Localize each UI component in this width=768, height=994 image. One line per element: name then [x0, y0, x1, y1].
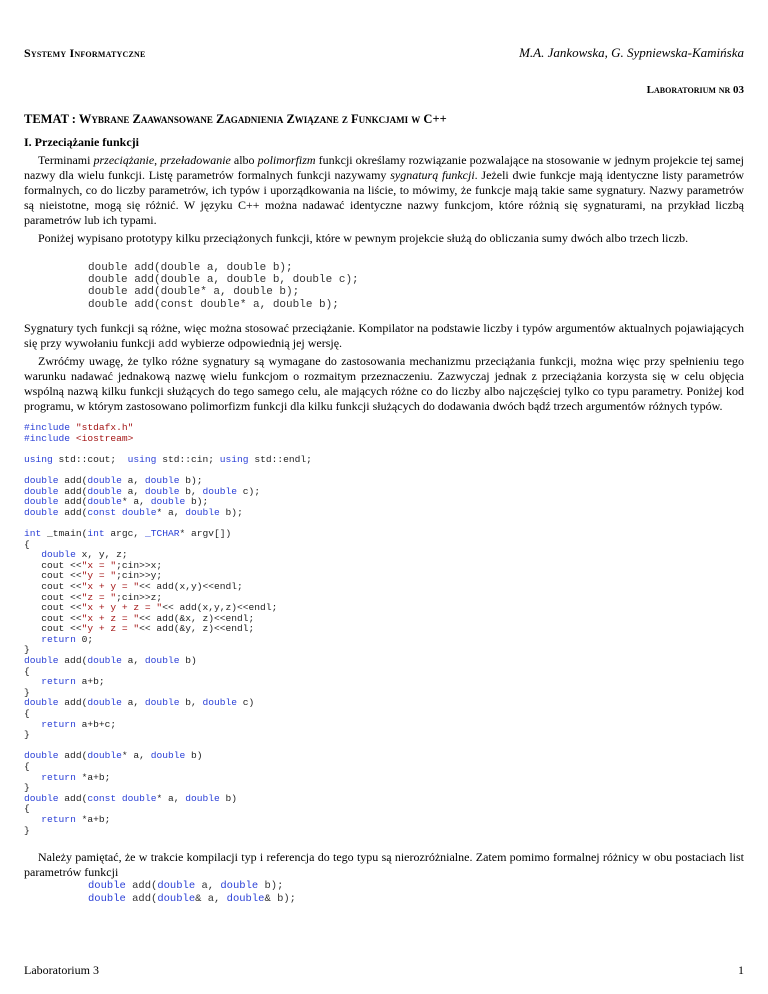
code-line: }: [24, 824, 30, 836]
code-line: }: [24, 686, 30, 698]
code-line: cout <<"y + z = "<< add(&y, z)<<endl;: [24, 623, 255, 635]
code-line: double add(double a, double b): [24, 655, 197, 667]
code-line: #include <iostream>: [24, 432, 134, 444]
topic-heading: TEMAT : Wybrane Zaawansowane Zagadnienia Związane z Funkcjami w C++: [24, 112, 447, 126]
paragraph-prototypes-intro: Poniżej wypisano prototypy kilku przeciążonych funkcji, które w pewnym projekcie służą do obliczania sumy dwóch albo trzech liczb.: [38, 231, 689, 245]
code-line: double add(double a, double b);: [88, 880, 284, 892]
code-line: {: [24, 761, 30, 772]
code-line: using std::cout; using std::cin; using std::endl;: [24, 453, 312, 465]
paragraph-signatures: Sygnatury tych funkcji są różne, więc można stosować przeciążanie. Kompilator na podstawie liczby i typów argumentów aktualnych pojawiających się przy wywołaniu funkcji add wybierze odpowiednią jej wersję.: [24, 321, 744, 351]
code-line: {: [24, 708, 30, 720]
prototype-line: double add(double* a, double b);: [88, 286, 300, 299]
code-line: double add(const double* a, double b): [24, 792, 238, 804]
code-line: return 0;: [41, 633, 94, 645]
paragraph-overloading: Zwróćmy uwagę, że tylko różne sygnatury są wymagane do zastosowania mechanizmu przeciążania funkcji, można więc przy spełnieniu tego warunku nadawać jednakową nazwę wielu funkcjom o rozmaitym przeznaczeniu. Zazwyczaj jednak z przeciążania korzysta się w celu objęcia wspólną nazwą kilku funkcji służących do tego samego celu, ale mających różne co do liczby albo najczęściej tylko co typu parametry. Poniżej kod programu, w którym zastosowano polimorfizm funkcji dla kilku funkcji służących do dodawania dwóch bądź trzech argumentów różnych typów.: [24, 354, 744, 413]
code-line: double x, y, z;: [41, 549, 128, 561]
prototype-line: double add(double a, double b);: [88, 262, 293, 274]
code-line: double add(double* a, double b);: [24, 496, 209, 508]
code-line: cout <<"z = ";cin>>z;: [24, 591, 163, 603]
code-line: {: [24, 803, 30, 815]
prototype-line: double add(double a, double b, double c);: [88, 274, 359, 287]
code-line: cout <<"y = ";cin>>y;: [24, 570, 163, 582]
lab-number: Laboratorium nr 03: [646, 84, 744, 96]
code-line: return *a+b;: [41, 771, 111, 783]
code-line: {: [24, 538, 30, 550]
code-line: double add(double a, double b);: [24, 474, 203, 486]
code-line: cout <<"x = ";cin>>x;: [24, 559, 163, 571]
code-line: }: [24, 782, 30, 794]
prototype-line: double add(const double* a, double b);: [88, 298, 339, 311]
code-line: {: [24, 665, 30, 677]
code-line: double add(double a, double b, double c);: [24, 485, 261, 497]
code-line: cout <<"x + z = "<< add(&x, z)<<endl;: [24, 612, 255, 624]
code-line: double add(double* a, double b): [24, 750, 203, 762]
section-heading: I. Przeciążanie funkcji: [24, 135, 139, 149]
code-line: }: [24, 644, 30, 656]
code-line: return a+b+c;: [41, 718, 117, 730]
code-line: double add(const double* a, double b);: [24, 506, 243, 518]
code-line: }: [24, 729, 30, 741]
prototypes-block: [88, 262, 359, 311]
paragraph-reference: Należy pamiętać, że w trakcie kompilacji typ i referencja do tego typu są nierozróżnialne. Zatem pomimo formalnej różnicy w obu postaciach list parametrów funkcji: [24, 850, 744, 879]
course-title: Systemy Informatyczne: [24, 46, 146, 60]
code-line: double add(double& a, double& b);: [88, 892, 296, 905]
code-line: cout <<"x + y = "<< add(x,y)<<endl;: [24, 580, 243, 592]
reference-code-block: [88, 880, 296, 905]
code-line: #include "stdafx.h": [24, 422, 134, 433]
code-line: int _tmain(int argc, _TCHAR* argv[]): [24, 527, 232, 539]
code-line: cout <<"x + y + z = "<< add(x,y,z)<<endl;: [24, 602, 278, 614]
code-line: return *a+b;: [41, 813, 111, 825]
code-line: double add(double a, double b, double c): [24, 697, 255, 709]
footer-label: Laboratorium 3: [24, 963, 99, 977]
paragraph-intro: Terminami przeciążanie, przeładowanie albo polimorfizm funkcji określamy rozwiązanie pozwalające na stosowanie w jednym projekcie tej samej nazwy dla wielu funkcji. Listę parametrów formalnych funkcji nazywamy sygnaturą funkcji. Jeżeli dwie funkcje mają identyczne listy parametrów formalnych, co do liczby parametrów, ich typów i uporządkowania na liście, to mówimy, że funkcje mają takie same sygnatury. Nazwy parametrów są nieistotne, mogą się różnić. W języku C++ można nadawać identyczne nazwy funkcjom, które różnią się sygnaturami, na przykład liczbą parametrów lub ich typami.: [24, 153, 745, 227]
program-code: [24, 423, 312, 836]
code-line: return a+b;: [41, 676, 105, 688]
authors: M.A. Jankowska, G. Sypniewska-Kamińska: [519, 45, 744, 60]
page-number: 1: [738, 963, 744, 977]
